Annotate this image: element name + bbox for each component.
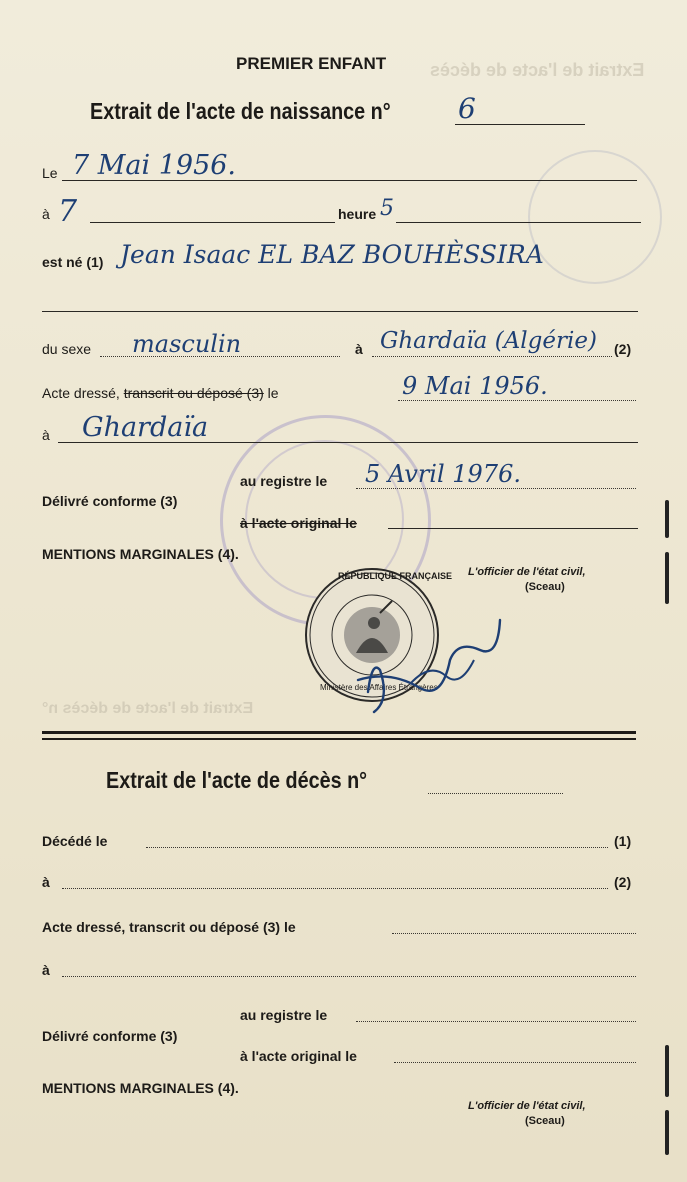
show-through-text-2: Extrait de l'acte de décès n° [42,700,254,717]
birth-hour-line [90,222,335,223]
sexe-dots [100,356,340,357]
separator-rule-top [42,731,636,734]
registre-dots [356,488,636,489]
death-number-dots [428,793,563,794]
acte-place: Ghardaïa [82,412,209,443]
a3-label: à [42,427,50,443]
delivre-label: Délivré conforme (3) [42,493,178,509]
birth-number-line [455,124,585,125]
acte-label-le: le [263,385,279,401]
show-through-text: Extrait de l'acte de décès [430,60,645,80]
birth-date-line [62,180,637,181]
death-place-dots [62,888,608,889]
seal-text-bottom: Ministère des Affaires Étrangères [320,683,438,692]
acte-date-dots [398,400,636,401]
name-continuation-line [42,311,638,312]
original-label: à l'acte original le [240,515,357,531]
separator-rule-bottom [42,738,636,740]
le-label: Le [42,165,58,181]
birth-place: Ghardaïa (Algérie) [380,328,597,354]
death-original-label: à l'acte original le [240,1048,357,1064]
death-mentions-label: MENTIONS MARGINALES (4). [42,1080,239,1096]
officer-signature [350,600,510,720]
binding-staple [665,1110,669,1155]
note-2: (2) [614,341,632,357]
death-acte-label: Acte dressé, transcrit ou déposé (3) le [42,919,296,935]
birth-extract-title: Extrait de l'acte de naissance n° [90,98,391,124]
birth-minute-line [396,222,641,223]
acte-label-pre: Acte dressé, [42,385,124,401]
death-original-dots [394,1062,636,1063]
death-registre-label: au registre le [240,1007,328,1023]
death-a2-dots [62,976,636,977]
sceau-label: (Sceau) [525,581,565,593]
sexe-value: masculin [132,330,242,358]
birth-minute: 5 [380,196,394,221]
a-label: à [42,206,50,222]
binding-staple [665,1045,669,1097]
death-note-2: (2) [614,874,632,890]
acte-label [42,385,279,401]
death-a2-label: à [42,962,50,978]
death-note-1: (1) [614,833,632,849]
decede-label: Décédé le [42,833,108,849]
a2-label: à [355,341,363,357]
birth-hour: 7 [58,194,78,229]
death-delivre-label: Délivré conforme (3) [42,1028,178,1044]
birth-act-number: 6 [458,92,476,125]
seal-text-top: RÉPUBLIQUE FRANÇAISE [338,571,453,581]
mentions-label: MENTIONS MARGINALES (4). [42,546,239,562]
death-extract-title: Extrait de l'acte de décès n° [106,767,368,793]
acte-place-line [58,442,638,443]
registre-date: 5 Avril 1976. [365,460,521,488]
death-acte-dots [392,933,636,934]
binding-staple [665,500,669,538]
decede-dots [146,847,608,848]
acte-label-struck: transcrit ou déposé (3) [123,385,264,401]
est-ne-label: est né (1) [42,254,104,270]
acte-date: 9 Mai 1956. [402,372,548,400]
heure-label: heure [338,206,377,222]
show-through-stamp [528,150,662,284]
death-sceau-label: (Sceau) [525,1115,565,1127]
sexe-label: du sexe [42,341,92,357]
death-registre-dots [356,1021,636,1022]
death-officer-label: L'officier de l'état civil, [468,1100,586,1112]
place-dots [372,356,612,357]
registre-label: au registre le [240,473,328,489]
birth-date: 7 Mai 1956. [72,150,237,181]
original-line [388,528,638,529]
binding-staple [665,552,669,604]
death-a-label: à [42,874,50,890]
child-name: Jean Isaac EL BAZ BOUHÈSSIRA [120,240,544,269]
section-title: PREMIER ENFANT [236,54,387,73]
officer-label: L'officier de l'état civil, [468,566,586,578]
